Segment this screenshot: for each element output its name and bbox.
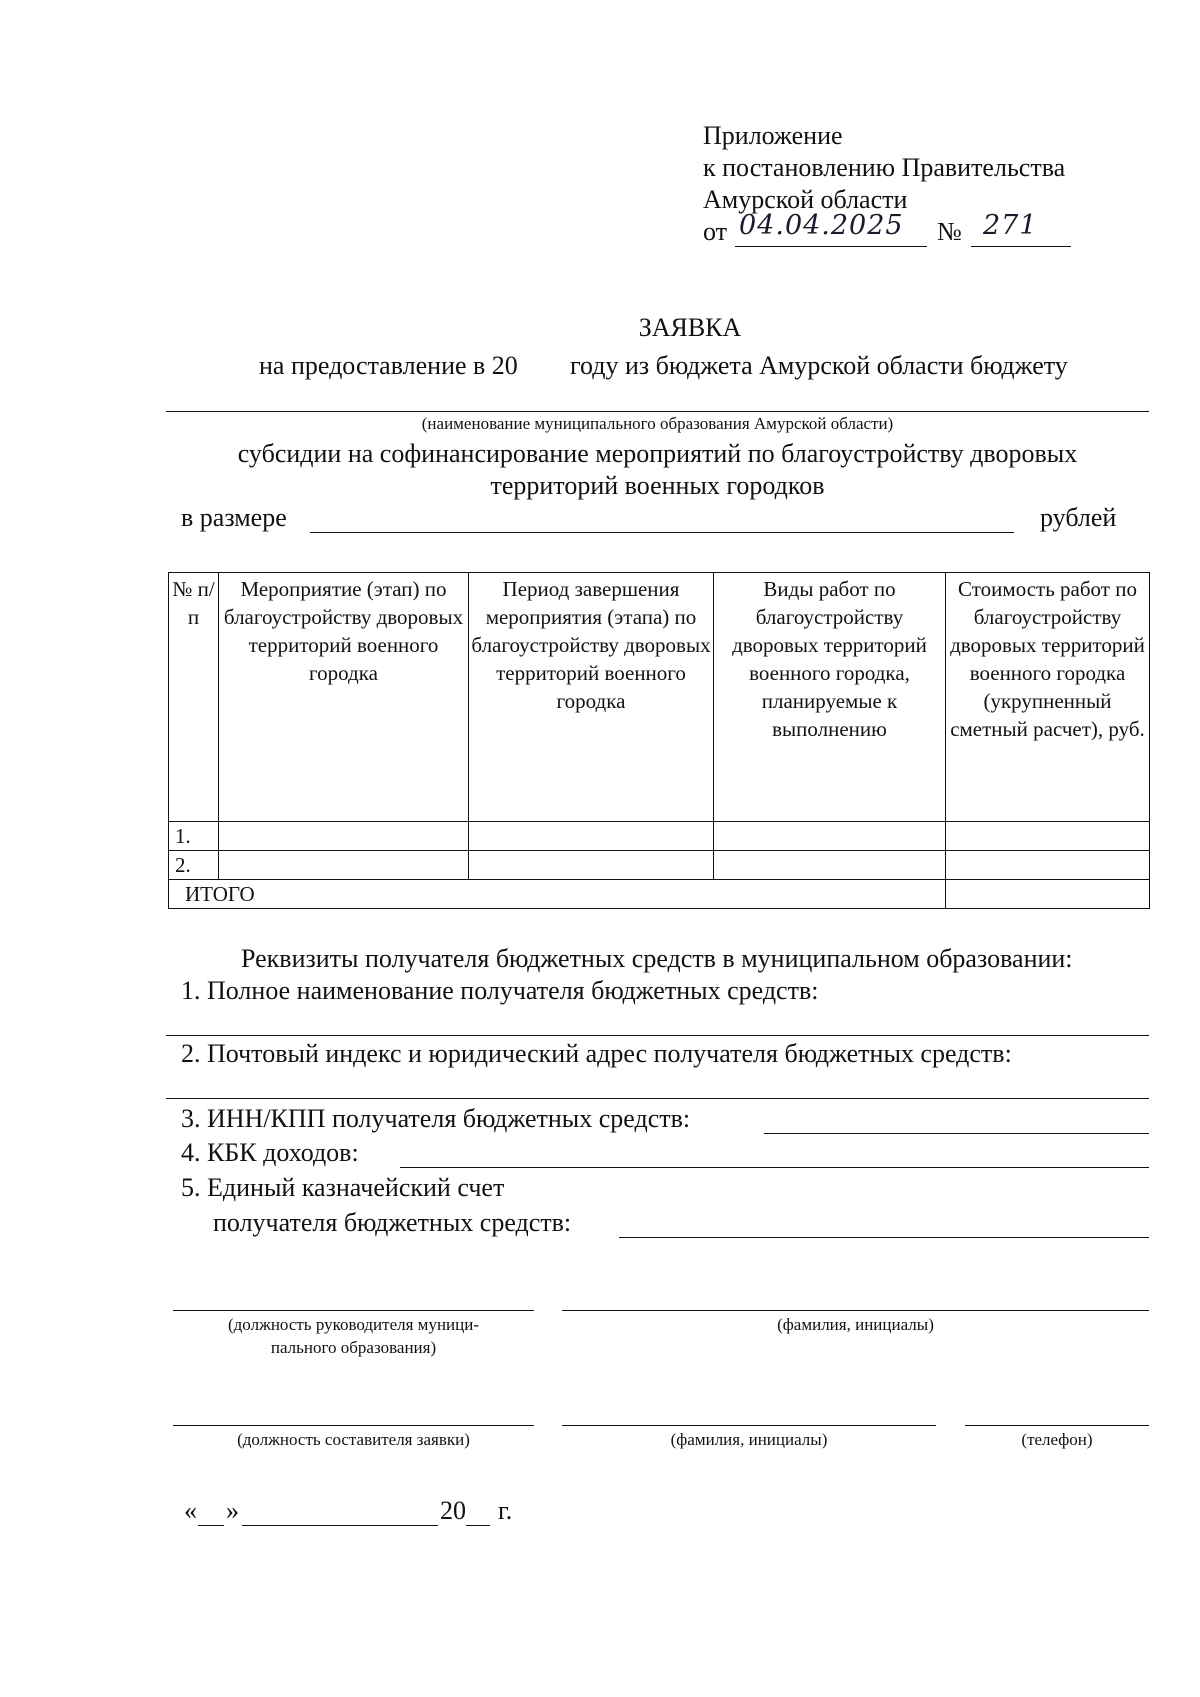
requisite-item-1: 1. Полное наименование получателя бюджетных средств: [181, 976, 819, 1005]
head-name-caption: (фамилия, инициалы) [777, 1315, 934, 1334]
day-underline[interactable] [198, 1525, 224, 1526]
header-activity: Мероприятие (этап) по благоустройству дворовых территорий военного городка [219, 573, 469, 822]
appendix-line-2: к постановлению Правительства [703, 153, 1066, 182]
requisite-item-5-line-2: получателя бюджетных средств: [213, 1208, 572, 1237]
requisite-item-4: 4. КБК доходов: [181, 1138, 359, 1167]
activities-table [168, 572, 1150, 909]
table-cell[interactable] [469, 822, 714, 851]
header-work-types: Виды работ по благоустройству дворовых территорий военного городка, планируемые к выполнению [714, 573, 946, 822]
table-cell[interactable] [714, 822, 946, 851]
year-underline[interactable] [466, 1525, 490, 1526]
year-prefix: 20 [440, 1496, 466, 1525]
table-row [169, 851, 1150, 880]
head-name-line[interactable] [562, 1310, 1149, 1311]
number-value: 271 [983, 210, 1038, 241]
date-prefix: от [703, 217, 728, 246]
requisite-2-underline[interactable] [166, 1098, 1149, 1099]
table-cell[interactable] [219, 822, 469, 851]
total-label: ИТОГО [169, 880, 946, 909]
table-total-row [169, 880, 1150, 909]
municipality-caption: (наименование муниципального образования Амурской области) [421, 414, 894, 433]
table-row [169, 822, 1150, 851]
title-line-part-2: году из бюджета Амурской области бюджету [570, 351, 1068, 380]
compiler-phone-caption: (телефон) [1021, 1430, 1093, 1449]
subsidy-line-1: субсидии на софинансирование мероприятий по благоустройству дворовых [237, 439, 1078, 468]
header-cost: Стоимость работ по благоустройству дворовых территорий военного городка (укрупненный сметный расчет), руб. [946, 573, 1150, 822]
appendix-block [703, 120, 1143, 252]
table-cell[interactable] [714, 851, 946, 880]
requisite-item-5-line-1: 5. Единый казначейский счет [181, 1173, 505, 1202]
requisites-heading: Реквизиты получателя бюджетных средств в муниципальном образовании: [241, 944, 1073, 973]
compiler-phone-line[interactable] [965, 1425, 1149, 1426]
document-heading: ЗАЯВКА [638, 313, 742, 342]
requisite-item-2: 2. Почтовый индекс и юридический адрес получателя бюджетных средств: [181, 1039, 1012, 1068]
table-cell[interactable] [946, 822, 1150, 851]
table-cell[interactable] [946, 851, 1150, 880]
date-value: 04.04.2025 [739, 210, 904, 241]
amount-suffix: рублей [1040, 503, 1117, 532]
subsidy-line-2: территорий военных городков [490, 471, 825, 500]
table-header-row [169, 573, 1150, 822]
date-footer [184, 1495, 544, 1531]
table-cell[interactable] [219, 851, 469, 880]
municipality-underline [166, 411, 1149, 412]
requisite-5-underline[interactable] [619, 1237, 1149, 1238]
head-position-line[interactable] [173, 1310, 534, 1311]
compiler-name-line[interactable] [562, 1425, 936, 1426]
month-underline[interactable] [242, 1525, 438, 1526]
header-completion-period: Период завершения мероприятия (этапа) по благоустройству дворовых территорий военного городка [469, 573, 714, 822]
requisite-3-underline[interactable] [764, 1133, 1149, 1134]
quote-open: « [184, 1496, 197, 1525]
row-number: 2. [169, 851, 219, 880]
total-value-cell[interactable] [946, 880, 1150, 909]
requisite-4-underline[interactable] [400, 1167, 1149, 1168]
requisite-item-3: 3. ИНН/КПП получателя бюджетных средств: [181, 1104, 691, 1133]
compiler-position-caption: (должность составителя заявки) [237, 1430, 470, 1449]
compiler-name-caption: (фамилия, инициалы) [670, 1430, 828, 1449]
number-prefix: № [937, 217, 962, 246]
title-line-part-1: на предоставление в 20 [259, 351, 518, 380]
amount-underline [310, 532, 1014, 533]
head-position-caption-1: (должность руководителя муници- [228, 1315, 479, 1334]
appendix-date-row [703, 210, 1143, 252]
requisite-1-underline[interactable] [166, 1035, 1149, 1036]
row-number: 1. [169, 822, 219, 851]
amount-prefix: в размере [181, 503, 287, 532]
number-underline [971, 246, 1071, 247]
date-underline [735, 246, 927, 247]
table-cell[interactable] [469, 851, 714, 880]
appendix-line-3: Амурской области [703, 185, 908, 214]
quote-close: » [226, 1496, 239, 1525]
year-suffix: г. [498, 1496, 513, 1525]
header-number: № п/п [169, 573, 219, 822]
compiler-position-line[interactable] [173, 1425, 534, 1426]
appendix-line-1: Приложение [703, 121, 843, 150]
head-position-caption-2: пального образования) [270, 1338, 437, 1357]
